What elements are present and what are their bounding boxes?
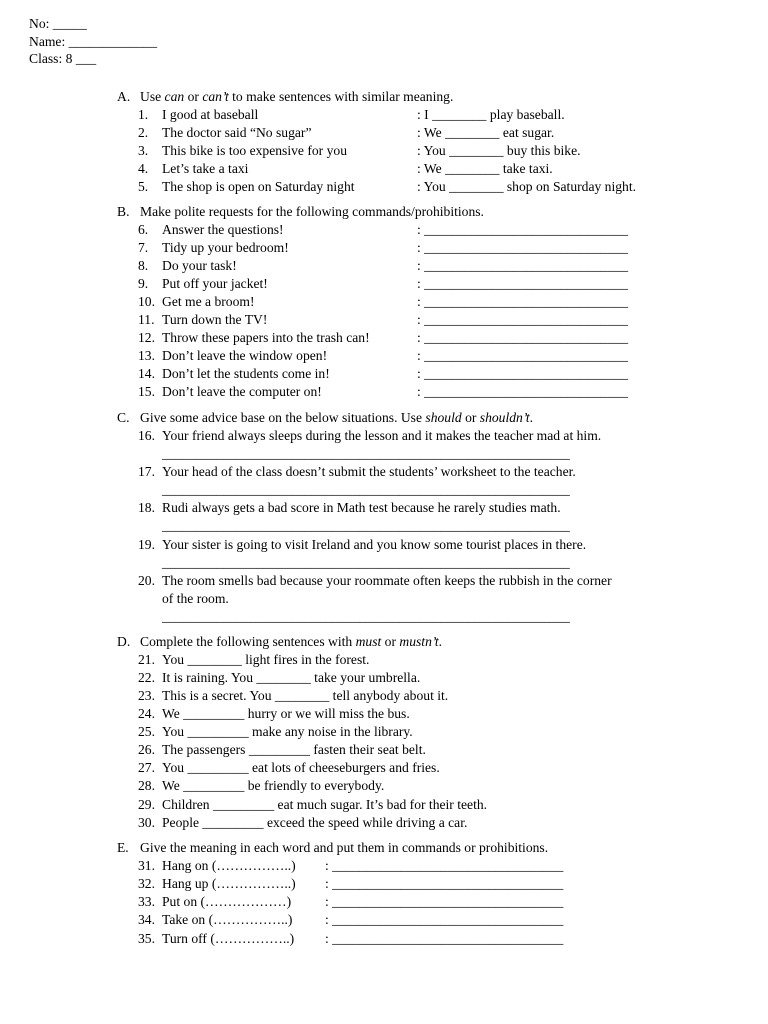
answer-line: ____________________________________________________________ xyxy=(162,609,570,624)
item-text-continued: of the room. xyxy=(162,591,229,606)
item-number: 2. xyxy=(138,125,149,140)
item-response: : You ________ shop on Saturday night. xyxy=(417,179,637,194)
item-number: 5. xyxy=(138,179,149,194)
item-number: 18. xyxy=(138,500,155,515)
item-number: 17. xyxy=(138,464,155,479)
section-e-label: E. xyxy=(117,840,129,855)
item-number: 9. xyxy=(138,276,149,291)
item-text: The passengers _________ fasten their seat belt. xyxy=(162,742,426,757)
item-text: This is a secret. You ________ tell anybody about it. xyxy=(162,688,449,703)
section-d-label: D. xyxy=(117,634,131,649)
item-text: Don’t leave the window open! xyxy=(162,348,328,363)
answer-line: : ______________________________ xyxy=(417,384,629,399)
item-text: We _________ be friendly to everybody. xyxy=(162,778,385,793)
item-text: Get me a broom! xyxy=(162,294,255,309)
item-number: 3. xyxy=(138,143,149,158)
item-number: 24. xyxy=(138,706,155,721)
answer-line: : __________________________________ xyxy=(325,931,564,946)
section-a-label: A. xyxy=(117,89,131,104)
answer-line: : ______________________________ xyxy=(417,294,629,309)
item-response: : We ________ take taxi. xyxy=(417,161,553,176)
item-number: 21. xyxy=(138,652,155,667)
item-number: 4. xyxy=(138,161,149,176)
answer-line: : __________________________________ xyxy=(325,912,564,927)
answer-line: : ______________________________ xyxy=(417,240,629,255)
item-number: 26. xyxy=(138,742,155,757)
answer-line: : ______________________________ xyxy=(417,366,629,381)
answer-line: ____________________________________________________________ xyxy=(162,518,570,533)
item-text: Answer the questions! xyxy=(162,222,284,237)
item-number: 16. xyxy=(138,428,155,443)
item-text: Rudi always gets a bad score in Math test because he rarely studies math. xyxy=(162,500,561,515)
answer-line: : ______________________________ xyxy=(417,276,629,291)
item-number: 20. xyxy=(138,573,155,588)
student-number: No: _____ xyxy=(29,16,87,31)
answer-line: : ______________________________ xyxy=(417,330,629,345)
item-number: 30. xyxy=(138,815,155,830)
item-text: Put off your jacket! xyxy=(162,276,268,291)
item-number: 15. xyxy=(138,384,155,399)
item-text: Hang on (……………..) xyxy=(162,858,296,873)
section-c-label: C. xyxy=(117,410,130,425)
item-number: 14. xyxy=(138,366,155,381)
item-text: Tidy up your bedroom! xyxy=(162,240,289,255)
section-b-label: B. xyxy=(117,204,130,219)
item-text: I good at baseball xyxy=(162,107,259,122)
section-a-instruction: Use can or can’t to make sentences with similar meaning. xyxy=(140,89,454,104)
item-number: 35. xyxy=(138,931,155,946)
item-text: This bike is too expensive for you xyxy=(162,143,347,158)
item-number: 1. xyxy=(138,107,149,122)
item-number: 10. xyxy=(138,294,155,309)
item-text: Throw these papers into the trash can! xyxy=(162,330,370,345)
item-number: 6. xyxy=(138,222,149,237)
item-text: Your head of the class doesn’t submit the students’ worksheet to the teacher. xyxy=(162,464,576,479)
item-number: 22. xyxy=(138,670,155,685)
item-number: 29. xyxy=(138,797,155,812)
answer-line: : ______________________________ xyxy=(417,348,629,363)
item-text: You _________ eat lots of cheeseburgers and fries. xyxy=(162,760,440,775)
answer-line: : ______________________________ xyxy=(417,258,629,273)
section-b-instruction: Make polite requests for the following commands/prohibitions. xyxy=(140,204,484,219)
item-text: Take on (……………..) xyxy=(162,912,293,927)
item-response: : You ________ buy this bike. xyxy=(417,143,581,158)
item-text: Turn off (……………..) xyxy=(162,931,295,946)
item-text: Children _________ eat much sugar. It’s bad for their teeth. xyxy=(162,797,488,812)
item-number: 34. xyxy=(138,912,155,927)
item-number: 19. xyxy=(138,537,155,552)
item-number: 13. xyxy=(138,348,155,363)
item-response: : I ________ play baseball. xyxy=(417,107,565,122)
item-response: : We ________ eat sugar. xyxy=(417,125,555,140)
answer-line: ____________________________________________________________ xyxy=(162,555,570,570)
item-number: 8. xyxy=(138,258,149,273)
answer-line: : __________________________________ xyxy=(325,858,564,873)
item-number: 27. xyxy=(138,760,155,775)
item-text: Do your task! xyxy=(162,258,237,273)
section-e-instruction: Give the meaning in each word and put them in commands or prohibitions. xyxy=(140,840,549,855)
student-class: Class: 8 ___ xyxy=(29,51,97,66)
item-text: Your friend always sleeps during the lesson and it makes the teacher mad at him. xyxy=(162,428,602,443)
item-text: Your sister is going to visit Ireland and you know some tourist places in there. xyxy=(162,537,587,552)
item-text: We _________ hurry or we will miss the bus. xyxy=(162,706,410,721)
item-text: Turn down the TV! xyxy=(162,312,268,327)
section-c-instruction: Give some advice base on the below situations. Use should or shouldn’t. xyxy=(140,410,534,425)
item-text: Don’t let the students come in! xyxy=(162,366,330,381)
item-text: Hang up (……………..) xyxy=(162,876,296,891)
item-text: You _________ make any noise in the library. xyxy=(162,724,413,739)
item-number: 23. xyxy=(138,688,155,703)
item-number: 32. xyxy=(138,876,155,891)
item-text: The room smells bad because your roommate often keeps the rubbish in the corner xyxy=(162,573,612,588)
section-d-instruction: Complete the following sentences with must or mustn’t. xyxy=(140,634,443,649)
item-text: Let’s take a taxi xyxy=(162,161,249,176)
answer-line: : __________________________________ xyxy=(325,876,564,891)
answer-line: ____________________________________________________________ xyxy=(162,482,570,497)
answer-line: : ______________________________ xyxy=(417,312,629,327)
item-text: The doctor said “No sugar” xyxy=(162,125,312,140)
item-text: It is raining. You ________ take your umbrella. xyxy=(162,670,421,685)
item-text: People _________ exceed the speed while driving a car. xyxy=(162,815,468,830)
item-number: 25. xyxy=(138,724,155,739)
item-text: Don’t leave the computer on! xyxy=(162,384,322,399)
answer-line: : ______________________________ xyxy=(417,222,629,237)
item-text: You ________ light fires in the forest. xyxy=(162,652,370,667)
item-number: 31. xyxy=(138,858,155,873)
answer-line: ____________________________________________________________ xyxy=(162,446,570,461)
answer-line: : __________________________________ xyxy=(325,894,564,909)
item-number: 7. xyxy=(138,240,149,255)
item-number: 11. xyxy=(138,312,155,327)
item-text: Put on (………………) xyxy=(162,894,292,909)
item-text: The shop is open on Saturday night xyxy=(162,179,355,194)
item-number: 28. xyxy=(138,778,155,793)
item-number: 12. xyxy=(138,330,155,345)
student-name: Name: _____________ xyxy=(29,34,157,49)
item-number: 33. xyxy=(138,894,155,909)
